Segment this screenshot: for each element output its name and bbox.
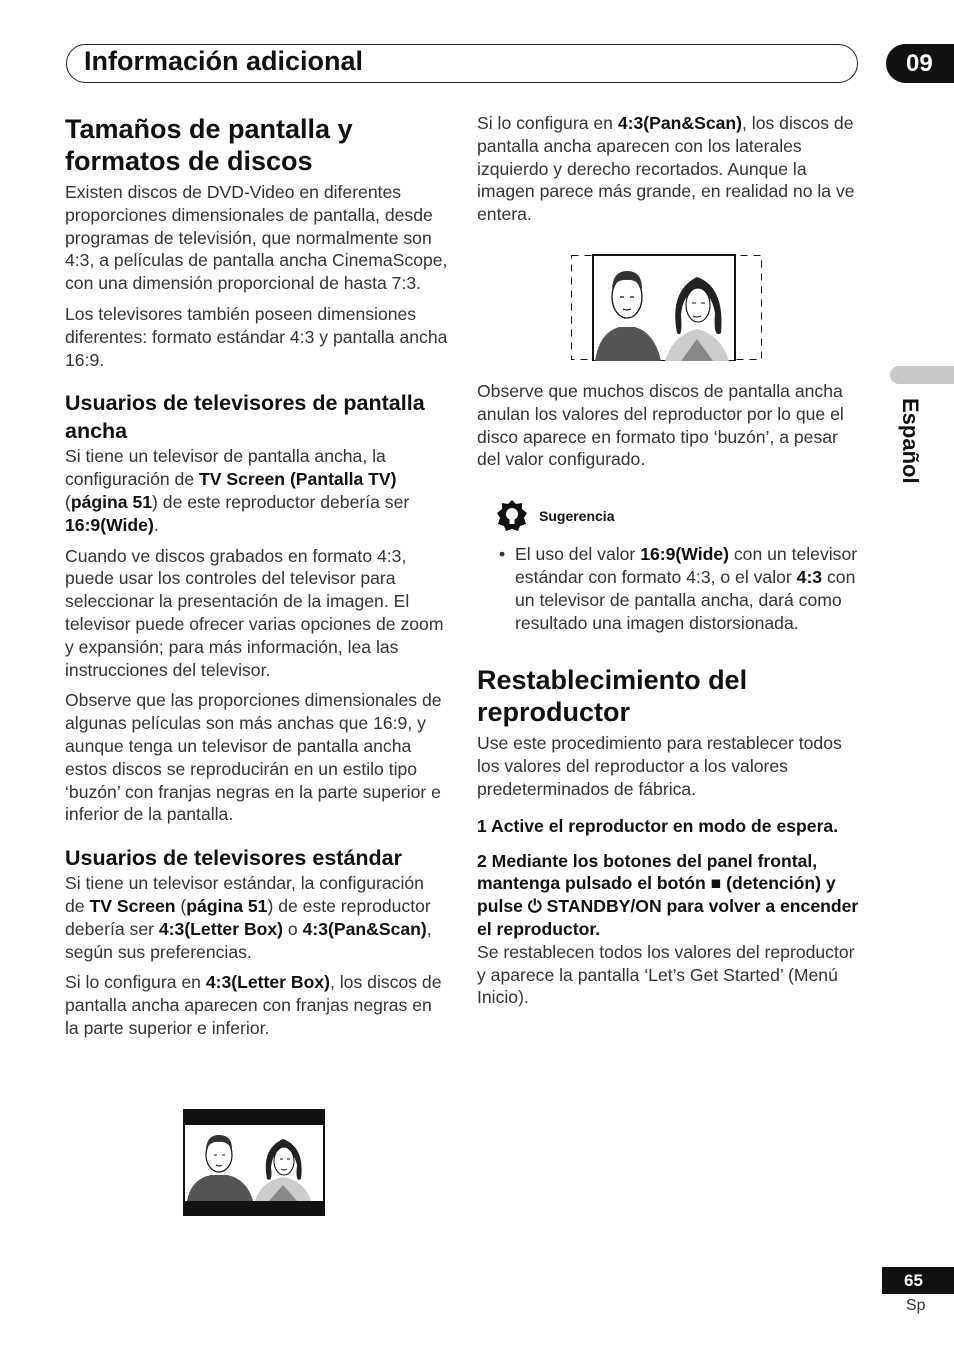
- paragraph: Cuando ve discos grabados en formato 4:3, puede usar los controles del televisor para seleccionar la presentación de la imagen. El televisor puede ofrecer varias opciones de zoom y expansión; para más información, lea las instrucciones del televisor.: [65, 545, 444, 680]
- page-language: Sp: [906, 1297, 926, 1314]
- tip-bullet: • El uso del valor 16:9(Wide) con un televisor estándar con formato 4:3, o el valor 4:3 con un televisor de pantalla ancha, dará como resultado una imagen distorsionada.: [477, 543, 859, 634]
- tip-header: [495, 499, 859, 533]
- power-icon: ⏻: [527, 896, 542, 917]
- subheading-standard: Usuarios de televisores estándar: [65, 846, 402, 871]
- paragraph: Si lo configura en 4:3(Pan&Scan), los discos de pantalla ancha aparecen con los laterales izquierdo y derecho recortados. Aunque la imagen parece más grande, en realidad no la ve entera.: [477, 113, 855, 225]
- language-tab: [890, 366, 954, 384]
- page-number: 65: [882, 1267, 954, 1294]
- paragraph: Si tiene un televisor estándar, la configuración de TV Screen (página 51) de este reproductor debería ser 4:3(Letter Box) o 4:3(Pan&Scan), según sus preferencias.: [65, 873, 432, 962]
- section-title-reset: Restablecimiento del reproductor: [477, 665, 748, 728]
- panscan-illustration: [571, 253, 762, 361]
- paragraph: Use este procedimiento para restablecer todos los valores del reproductor a los valores predeterminados de fábrica.: [477, 733, 842, 799]
- lightbulb-icon: [495, 499, 529, 533]
- left-column: [65, 113, 448, 1048]
- page-title: Información adicional: [84, 46, 364, 76]
- paragraph: Los televisores también poseen dimensiones diferentes: formato estándar 4:3 y pantalla ancha 16:9.: [65, 303, 448, 370]
- subheading-widescreen: Usuarios de televisores de pantalla ancha: [65, 391, 425, 444]
- section-title-screen-sizes: Tamaños de pantalla y formatos de discos: [65, 114, 353, 176]
- stop-icon: ■: [710, 873, 722, 894]
- paragraph: Existen discos de DVD-Video en diferentes proporciones dimensionales de pantalla, desde programas de televisión, que normalmente son 4:3, a películas de pantalla ancha CinemaScope, con una dimensión proporcional de hasta 7:3.: [65, 182, 448, 294]
- language-label: Español: [898, 398, 923, 484]
- paragraph: Si lo configura en 4:3(Letter Box), los discos de pantalla ancha aparecen con franjas negras en la parte superior e inferior.: [65, 972, 442, 1038]
- paragraph: Observe que las proporciones dimensionales de algunas películas son más anchas que 16:9, y aunque tenga un televisor de pantalla ancha estos discos se reproducirán en un estilo tipo ‘buzón’ con franjas negras en la parte superior e inferior de la pantalla.: [65, 690, 442, 825]
- paragraph: Observe que muchos discos de pantalla ancha anulan los valores del reproductor por lo que el disco aparece en formato tipo ‘buzón’, a pesar del valor configurado.: [477, 380, 844, 470]
- right-column: [477, 112, 859, 1017]
- tip-label: Sugerencia: [539, 507, 615, 524]
- paragraph: Se restablecen todos los valores del reproductor y aparece la pantalla ‘Let’s Get Started’ (Menú Inicio).: [477, 941, 855, 1008]
- letterbox-illustration: [183, 1109, 325, 1216]
- step-1: 1 Active el reproductor en modo de espera.: [477, 815, 839, 836]
- chapter-badge: 09: [886, 44, 954, 83]
- step-2: 2 Mediante los botones del panel frontal, mantenga pulsado el botón ■ (detención) y pulse ⏻ STANDBY/ON para volver a encender el reproductor.: [477, 850, 859, 939]
- paragraph: Si tiene un televisor de pantalla ancha, la configuración de TV Screen (Pantalla TV) (página 51) de este reproductor debería ser 16:9(Wide).: [65, 446, 410, 535]
